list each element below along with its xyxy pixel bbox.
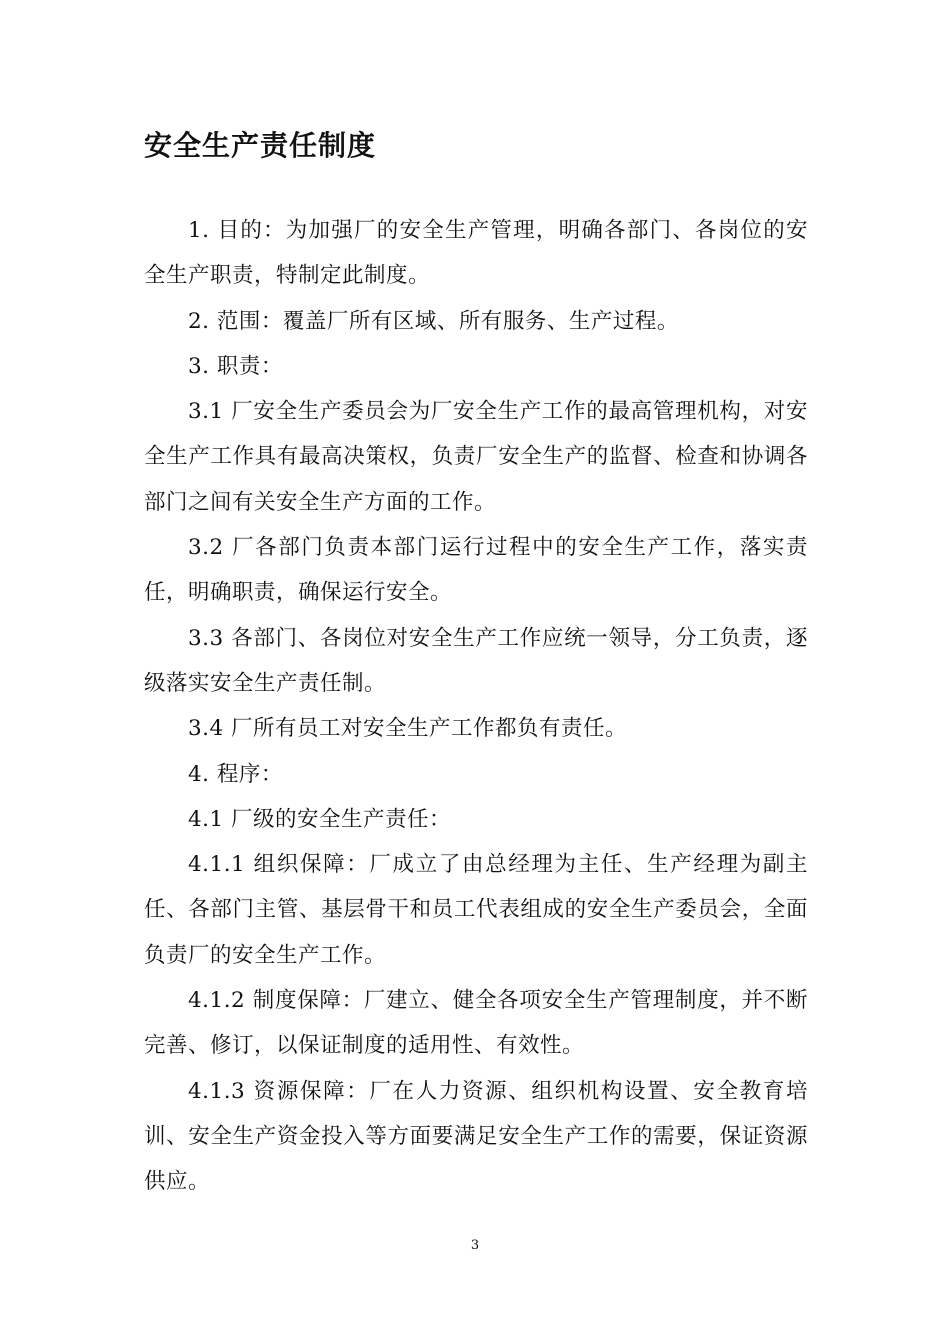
paragraph-procedure-heading: 4. 程序： (188, 761, 283, 787)
document-title: 安全生产责任制度 (144, 129, 377, 162)
paragraph-purpose: 1. 目的：为加强厂的安全生产管理，明确各部门、各岗位的安全生产职责，特制定此制度。 (144, 218, 808, 289)
paragraph-4-1-2: 4.1.2 制度保障：厂建立、健全各项安全生产管理制度，并不断完善、修订，以保证制度的适用性、有效性。 (144, 988, 808, 1059)
paragraph-responsibilities-heading: 3. 职责： (188, 353, 283, 379)
paragraph-scope: 2. 范围：覆盖厂所有区域、所有服务、生产过程。 (188, 308, 679, 334)
page-number: 3 (470, 1238, 480, 1253)
paragraph-4-1: 4.1 厂级的安全生产责任： (188, 806, 452, 832)
paragraph-3-1: 3.1 厂安全生产委员会为厂安全生产工作的最高管理机构，对安全生产工作具有最高决策权，负责厂安全生产的监督、检查和协调各部门之间有关安全生产方面的工作。 (144, 399, 808, 515)
paragraph-3-2: 3.2 厂各部门负责本部门运行过程中的安全生产工作，落实责任，明确职责，确保运行安全。 (144, 535, 808, 606)
paragraph-4-1-3: 4.1.3 资源保障：厂在人力资源、组织机构设置、安全教育培训、安全生产资金投入等方面要满足安全生产工作的需要，保证资源供应。 (144, 1078, 808, 1195)
paragraph-3-4: 3.4 厂所有员工对安全生产工作都负有责任。 (188, 716, 628, 742)
paragraph-3-3: 3.3 各部门、各岗位对安全生产工作应统一领导，分工负责，逐级落实安全生产责任制。 (144, 625, 808, 696)
paragraph-4-1-1: 4.1.1 组织保障：厂成立了由总经理为主任、生产经理为副主任、各部门主管、基层骨干和员工代表组成的安全生产委员会，全面负责厂的安全生产工作。 (144, 852, 808, 968)
document-body (144, 208, 808, 1205)
